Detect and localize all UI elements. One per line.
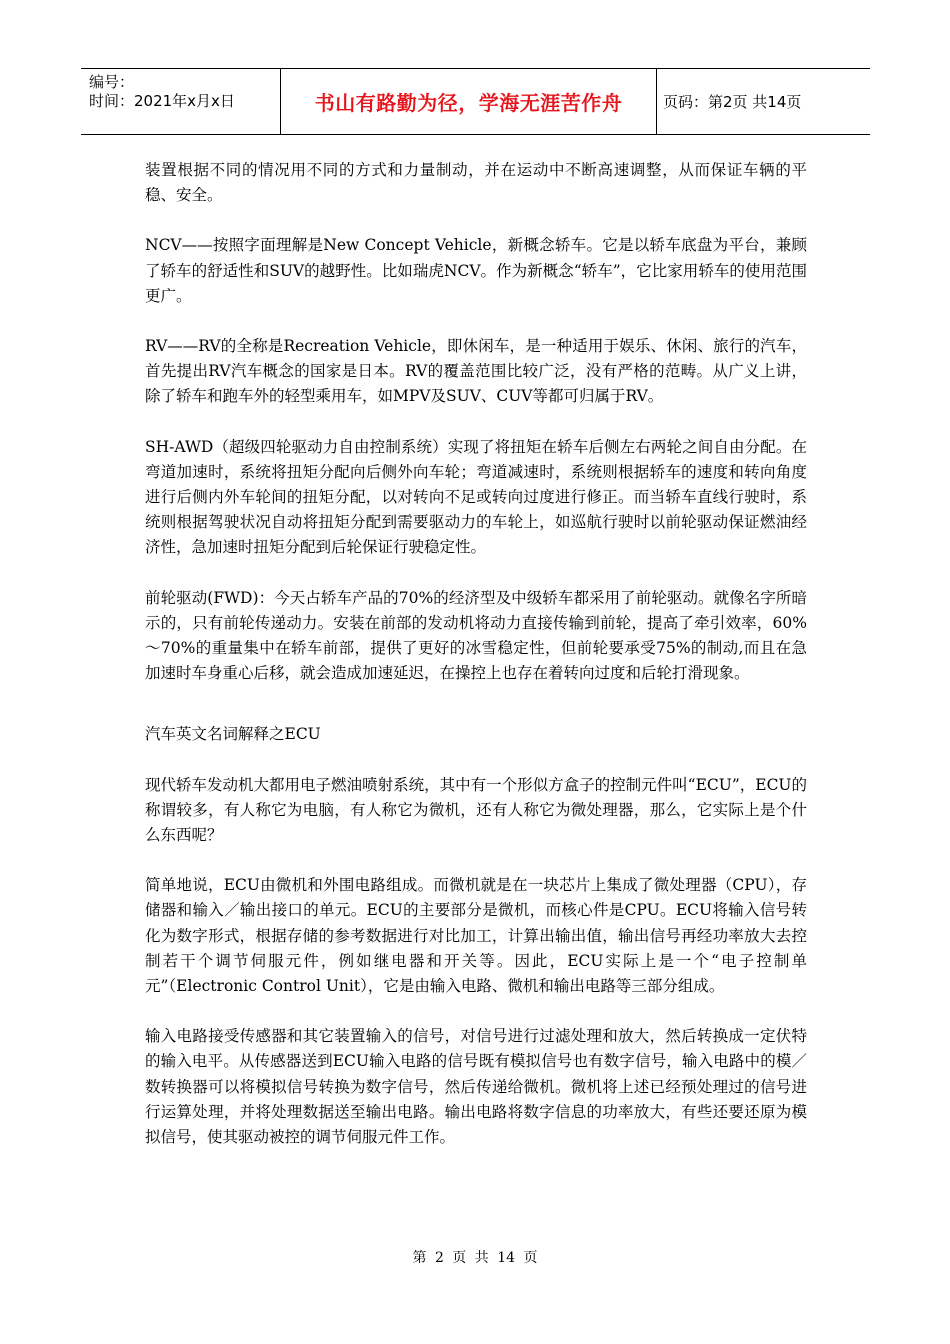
document-header bbox=[81, 68, 870, 135]
time-label: 时间：2021年x月x日 bbox=[89, 92, 235, 110]
paragraph-ecu-input-circuit: 输入电路接受传感器和其它装置输入的信号，对信号进行过滤处理和放大，然后转换成一定伏特的输入电平。从传感器送到ECU输入电路的信号既有模拟信号也有数字信号，输入电路中的模／数转换器可以将模拟信号转换为数字信号，然后传递给微机。微机将上述已经预处理过的信号进行运算处理，并将处理数据送至输出电路。输出电路将数字信息的功率放大，有些还要还原为模拟信号，使其驱动被控的调节伺服元件工作。 bbox=[145, 1027, 807, 1147]
paragraph-brake-continuation: 装置根据不同的情况用不同的方式和力量制动，并在运动中不断高速调整，从而保证车辆的平稳、安全。 bbox=[145, 161, 807, 205]
paragraph-ecu-intro: 现代轿车发动机大都用电子燃油喷射系统，其中有一个形似方盒子的控制元件叫“ECU”，ECU的称谓较多，有人称它为电脑，有人称它为微机，还有人称它为微处理器，那么，它实际上是个什么东西呢？ bbox=[145, 775, 807, 845]
header-page-code: 页码：第2页 共14页 bbox=[663, 93, 802, 111]
header-motto: 书山有路勤为径，学海无涯苦作舟 bbox=[281, 69, 657, 134]
page-footer: 第 2 页 共 14 页 bbox=[412, 1250, 538, 1266]
paragraph-rv: RV——RV的全称是Recreation Vehicle，即休闲车，是一种适用于娱乐、休闲、旅行的汽车，首先提出RV汽车概念的国家是日本。RV的覆盖范围比较广泛，没有严格的范畴。从广义上讲，除了轿车和跑车外的轻型乘用车，如MPV及SUV、CUV等都可归属于RV。 bbox=[145, 337, 807, 406]
paragraph-ecu-composition: 简单地说，ECU由微机和外围电路组成。而微机就是在一块芯片上集成了微处理器（CPU），存储器和输入／输出接口的单元。ECU的主要部分是微机，而核心件是CPU。ECU将输入信号转化为数字形式，根据存储的参考数据进行对比加工，计算出输出值，输出信号再经功率放大去控制若干个调节伺服元件，例如继电器和开关等。因此，ECU实际上是一个“电子控制单元”（Electronic Control Unit），它是由输入电路、微机和输出电路等三部分组成。 bbox=[145, 876, 807, 996]
header-meta bbox=[81, 69, 281, 134]
paragraph-ncv: NCV——按照字面理解是New Concept Vehicle，新概念轿车。它是以轿车底盘为平台，兼顾了轿车的舒适性和SUV的越野性。比如瑞虎NCV。作为新概念“轿车”，它比家用轿车的使用范围更广。 bbox=[145, 236, 807, 305]
paragraph-fwd: 前轮驱动(FWD)：今天占轿车产品的70%的经济型及中级轿车都采用了前轮驱动。就像名字所暗示的，只有前轮传递动力。安装在前部的发动机将动力直接传输到前轮，提高了牵引效率，60%～70%的重量集中在轿车前部，提供了更好的冰雪稳定性，但前轮要承受75%的制动,而且在急加速时车身重心后移，就会造成加速延迟，在操控上也存在着转向过度和后轮打滑现象。 bbox=[145, 588, 807, 683]
section-heading-ecu: 汽车英文名词解释之ECU bbox=[145, 725, 321, 744]
document-body bbox=[145, 158, 807, 1175]
paragraph-sh-awd: SH-AWD（超级四轮驱动力自由控制系统）实现了将扭矩在轿车后侧左右两轮之间自由分配。在弯道加速时，系统将扭矩分配向后侧外向车轮；弯道减速时，系统则根据轿车的速度和转向角度进行后侧内外车轮间的扭矩分配，以对转向不足或转向过度进行修正。而当轿车直线行驶时，系统则根据驾驶状况自动将扭矩分配到需要驱动力的车轮上，如巡航行驶时以前轮驱动保证燃油经济性，急加速时扭矩分配到后轮保证行驶稳定性。 bbox=[145, 437, 807, 557]
number-label: 编号： bbox=[89, 73, 135, 91]
